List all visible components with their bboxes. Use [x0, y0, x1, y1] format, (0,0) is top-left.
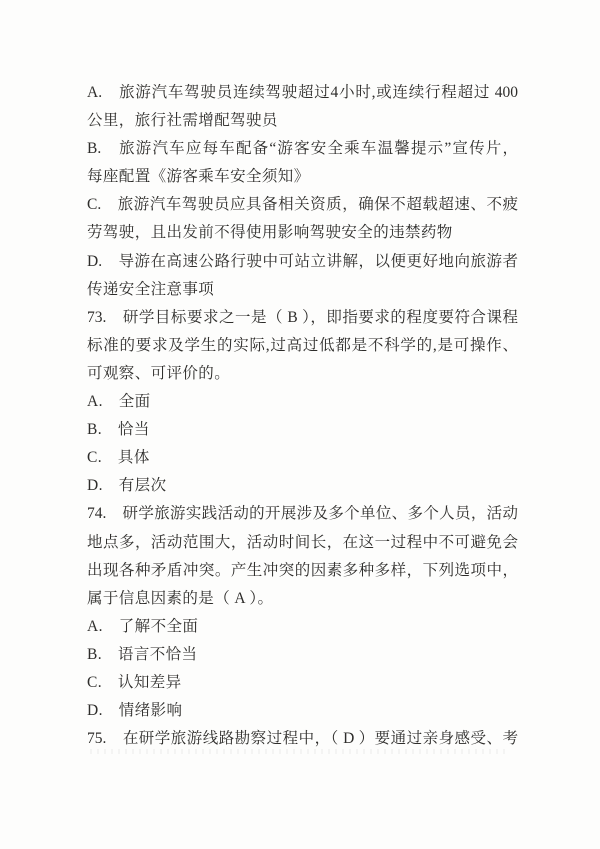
text-line: 标准的要求及学生的实际,过高过低都是不科学的,是可操作、	[87, 336, 518, 354]
q72-option-b	[87, 135, 518, 191]
text-line: 属于信息因素的是（ A ）。	[87, 589, 274, 607]
option-line: A. 全面	[87, 393, 151, 411]
text-line: 75. 在研学旅游线路勘察过程中，（ D ）要通过亲身感受、考	[87, 730, 518, 748]
q72-option-d	[87, 248, 518, 304]
question-73-stem	[87, 304, 518, 388]
text-column	[87, 79, 518, 753]
question-74-options	[87, 613, 518, 725]
option-line: D. 有层次	[87, 477, 167, 495]
text-line: A. 旅游汽车驾驶员连续驾驶超过4小时,或连续行程超过 400	[87, 84, 518, 101]
text-line: 地点多，活动范围大，活动时间长，在这一过程中不可避免会	[87, 533, 518, 551]
text-line: B. 旅游汽车应每车配备“游客安全乘车温馨提示”宣传片，	[87, 140, 518, 158]
option-line: B. 语言不恰当	[87, 645, 198, 663]
option-line: A. 了解不全面	[87, 617, 199, 635]
question-73-options	[87, 388, 518, 500]
q72-option-c	[87, 191, 518, 247]
option-line: C. 具体	[87, 449, 150, 467]
text-line: 可观察、可评价的。	[87, 364, 231, 382]
text-line: 74. 研学旅游实践活动的开展涉及多个单位、多个人员，活动	[87, 505, 518, 523]
text-line: 传递安全注意事项	[87, 280, 215, 298]
option-line: D. 情绪影响	[87, 702, 183, 720]
text-line: 每座配置《游客乘车安全须知》	[87, 168, 310, 186]
scan-noise-artifact	[90, 749, 510, 754]
text-line: D. 导游在高速公路行驶中可站立讲解，以便更好地向旅游者	[87, 252, 518, 270]
question-74-stem	[87, 500, 518, 612]
text-line: 73. 研学目标要求之一是（ B ），即指要求的程度要符合课程	[87, 308, 518, 326]
text-line: 公里，旅行社需增配驾驶员	[87, 112, 278, 130]
option-line: B. 恰当	[87, 421, 150, 439]
option-line: C. 认知差异	[87, 673, 182, 691]
text-line: 劳驾驶，且出发前不得使用影响驾驶安全的违禁药物	[87, 224, 453, 242]
q72-option-a	[87, 79, 518, 135]
text-line: 出现各种矛盾冲突。产生冲突的因素多种多样，下列选项中，	[87, 561, 518, 579]
text-line: C. 旅游汽车驾驶员应具备相关资质，确保不超载超速、不疲	[87, 196, 518, 214]
